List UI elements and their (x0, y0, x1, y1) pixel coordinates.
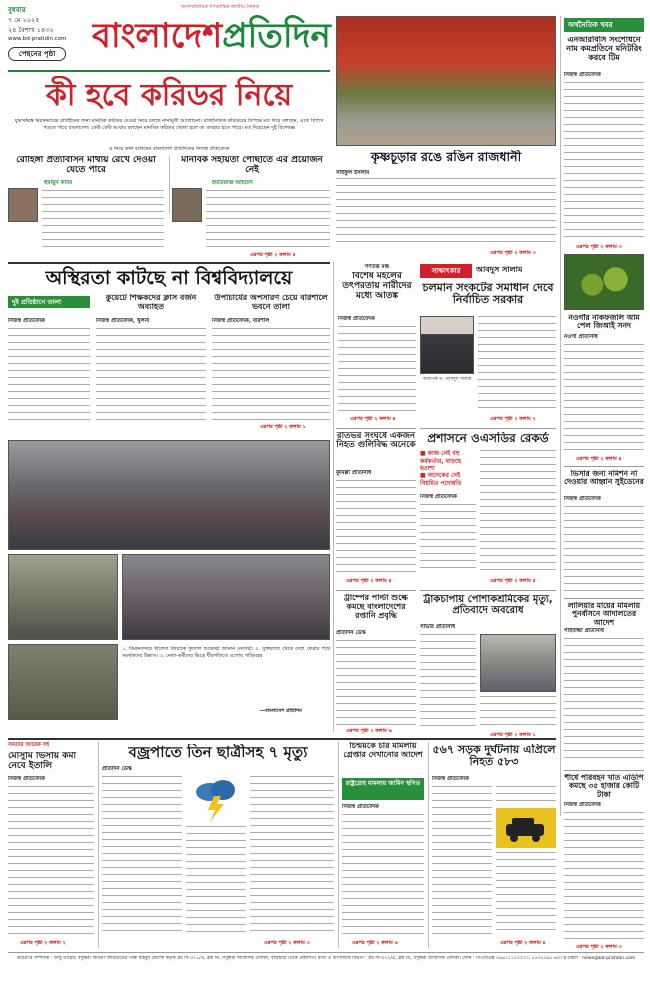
ocd-headline[interactable]: প্রশাসনে ওএসডির রেকর্ড (427, 432, 549, 445)
lead-photo-left (8, 188, 38, 222)
women-cont[interactable]: এরপর পৃষ্ঠা ২ কলাম ৪ (350, 416, 396, 422)
interview-photo (420, 316, 474, 374)
women-kicker: গণতন্ত্র মঞ্চ (364, 264, 390, 270)
sidebar-item5-byline: নিজস্ব প্রতিবেদক (564, 802, 601, 808)
lead-person-left: হুমায়ুন কবির (44, 180, 73, 186)
lightning-text-3 (250, 776, 334, 936)
sidebar-item1-cont[interactable]: এরপর পৃষ্ঠা ২ কলাম ৩ (576, 244, 622, 250)
university-text-3 (212, 328, 330, 424)
garment-text (420, 634, 476, 730)
sidebar-rule-4 (564, 770, 644, 771)
interview-caption: অধ্যাপক ড. আবদুস সালাম (422, 377, 472, 382)
lightning-text-1 (102, 776, 182, 936)
chinmoy-headline[interactable]: চিন্ময়কে চার মামলায় গ্রেপ্তার দেখানোর আদেশ (343, 742, 423, 759)
garment-rule (420, 590, 556, 591)
accident-icon (496, 808, 556, 848)
university-cont[interactable]: এরপর পৃষ্ঠা ২ কলাম ১ (260, 424, 306, 430)
garment-headline[interactable]: ট্রাকচাপায় পোশাকশ্রমিকের মৃত্যু, প্রতিবাদে অবরোধ (423, 594, 553, 616)
university-byline-right: নিজস্ব প্রতিবেদক, বরিশাল (212, 318, 270, 324)
sidebar-section-label: অর্থনৈতিক খবর (568, 21, 613, 29)
women-text (338, 326, 416, 414)
storm-cloud-icon (190, 778, 244, 822)
lead-intro-credit: এ নিয়ে কথা বলেছেন বাংলাদেশ প্রতিদিনের নিজস্ব প্রতিবেদক (108, 146, 230, 152)
bottom-band-rule (8, 738, 556, 740)
lead-sub-right[interactable]: মানবিক সহায়তা পৌঁছাতে এর প্রয়োজন নেই (181, 156, 323, 175)
university-top-rule (8, 262, 330, 264)
lightning-byline: প্রতিদিন ডেস্ক (102, 766, 132, 772)
mid-column-rule (333, 262, 334, 732)
lead-cont[interactable]: এরপর পৃষ্ঠা ২ কলাম ৫ (250, 252, 296, 258)
feature-headline[interactable]: কৃষ্ণচূড়ার রঙে রঙিন রাজধানী (370, 150, 522, 164)
lead-intro: যুদ্ধবিধ্বস্ত মিয়ানমারের রাখাইনের জন্য মানবিক করিডর দেওয়া নিয়ে চলছে নানামুখী আলোচনা। রাজনৈতিক করিডরের বিপক্ষে মত দিয়ে বলছেন, এতে বিপদে পড়তে পারে বাংলাদেশ। কেউ কেউ আবার বলছেন মানবিক করিডর খোলা হলে তা ব্যবহার হতে পারে। মত দিয়েছেন দুই বিশেষজ্ঞ (14, 118, 324, 131)
sidebar-item1-byline: নিজস্ব প্রতিবেদক (564, 72, 601, 78)
chinmoy-sub: রাষ্ট্রদ্রোহ মামলায় জামিন স্থগিত (345, 780, 421, 787)
sidebar-item4-headline[interactable]: লালিয়ার মায়ের মামলায় পুনর্বাসনে আদালতের আদেশ (567, 602, 641, 627)
tariff-text (336, 640, 416, 728)
sidebar-item2-cont[interactable]: এরপর পৃষ্ঠা ২ কলাম ৪ (576, 456, 622, 462)
garment-byline: সাভার প্রতিনিধি (420, 624, 456, 630)
sidebar-item4-byline: গাইবান্ধা প্রতিনিধি (564, 628, 604, 634)
masthead-title-part2: প্রতিদিন (222, 16, 331, 56)
interview-text (478, 316, 556, 414)
masthead-tagline: অসাম্প্রদায়িক গণতান্ত্রিক জাতীয় দৈনিক (181, 4, 259, 10)
university-sub-mid[interactable]: কুয়েটে শিক্ষকদের ক্লাস বর্জন অব্যাহত (105, 294, 197, 311)
university-sub-tag (8, 296, 90, 308)
tariff-rule (336, 590, 416, 591)
masthead-title-part1: বাংলাদেশ (92, 16, 223, 56)
remittance-cont[interactable]: এরপর পৃষ্ঠা ২ কলাম ২ (20, 940, 66, 946)
ocd-bullet-marker-2: ■ (420, 472, 428, 479)
ocd-bullet-1 (420, 450, 476, 473)
sidebar-section-tag (564, 18, 644, 32)
tariff-byline: প্রতিদিন ডেস্ক (336, 630, 366, 636)
university-text-1 (8, 328, 90, 424)
university-sub-right[interactable]: উপাচার্যের অপসারণ চেয়ে বরিশালে ভবনে তালা (214, 294, 328, 311)
lightning-icon (190, 778, 244, 822)
sidebar-item4-text (564, 638, 644, 764)
montage-photo-left (8, 554, 118, 640)
sidebar-item5-cont[interactable]: এরপর পৃষ্ঠা ২ কলাম ৩ (576, 944, 622, 950)
lightning-text-2 (186, 826, 246, 936)
accident-rule (428, 742, 429, 948)
montage-caption: ১. বিমানবন্দরে খালেদা জিয়াকে ফুলেল শুভেচ্ছা জানান নেতারা। ২. যুক্তরাজ্য থেকে দেশে ফেরার পথে সমর্থকদের উল্লাস। ৩. নেতা-কর্মীদের ভিড়ে ধীরগতিতে এগোয় গাড়িবহর (122, 646, 330, 659)
accident-headline[interactable]: ৫৬৭ সড়ক দুর্ঘটনায় এপ্রিলে নিহত ৫৮৩ (432, 744, 556, 769)
university-sub-tag-label: দুই প্রতিষ্ঠানে তালা (12, 298, 62, 306)
montage-credit: —বাংলাদেশ প্রতিদিন (260, 708, 302, 714)
accident-text-3 (496, 852, 556, 936)
masthead-website[interactable]: www.bd-pratidin.com (8, 36, 67, 42)
montage-photo-right (122, 554, 330, 640)
lightning-rule (98, 742, 99, 948)
feature-text (336, 178, 556, 246)
accident-cont[interactable]: এরপর পৃষ্ঠা ২ কলাম ৪ (500, 940, 546, 946)
ocd-text-2 (420, 504, 476, 574)
ocd-cont[interactable]: এরপর পৃষ্ঠা ২ কলাম ৫ (490, 578, 536, 584)
ocd-text-1 (480, 450, 556, 574)
sidebar-item2-text (564, 344, 644, 454)
lead-photo-right (172, 188, 202, 222)
feature-photo (336, 16, 556, 146)
university-headline[interactable]: অস্থিরতা কাটছে না বিশ্ববিদ্যালয়ে (45, 267, 293, 289)
clash-rule (336, 428, 416, 429)
ocd-bullet-2 (420, 472, 476, 487)
lightning-headline[interactable]: বজ্রপাতে তিন ছাত্রীসহ ৭ মৃত্যু (128, 744, 308, 761)
accident-text-2 (496, 786, 556, 806)
ocd-byline: নিজস্ব প্রতিবেদক (420, 494, 457, 500)
university-byline-left: নিজস্ব প্রতিবেদক (8, 318, 45, 324)
lead-person-right: ইমতিয়াজ আহমেদ (212, 180, 253, 186)
interview-tag: সাক্ষাৎকার (420, 264, 472, 278)
masthead-date-bn: ২৪ বৈশাখ ১৪৩২ (8, 26, 54, 34)
back-page-badge: পেছনের পৃষ্ঠা (8, 47, 66, 61)
sidebar-item3-headline[interactable]: ভিসার জন্য নমিশন না দেওয়ার আহ্বান সুইডেনের (564, 470, 644, 487)
ocd-bullet-2-text: অনেকের নেই নিয়মিত পদোন্নতি (420, 472, 462, 487)
clash-cont[interactable]: এরপর পৃষ্ঠা ২ কলাম ৪ (346, 578, 392, 584)
ocd-rule (420, 428, 556, 429)
footer-rule (8, 952, 644, 953)
remittance-kicker: সমতার আরেক সই (8, 742, 50, 748)
women-byline: নিজস্ব প্রতিবেদক (338, 316, 375, 322)
accident-byline: নিজস্ব প্রতিবেদক (432, 776, 469, 782)
lead-headline[interactable]: কী হবে করিডর নিয়ে (45, 78, 293, 113)
clash-text (336, 480, 416, 576)
clash-byline: কুমিল্লা প্রতিনিধি (336, 470, 372, 476)
remittance-headline[interactable]: মৌসুমি ভিসায় কর্মী নেবে ইতালি (8, 752, 77, 771)
interview-cont[interactable]: এরপর পৃষ্ঠা ২ কলাম ২ (490, 416, 536, 422)
lead-text-left (42, 190, 164, 250)
crashed-car-icon (496, 808, 556, 848)
remittance-byline: নিজস্ব প্রতিবেদক (8, 776, 45, 782)
tariff-cont[interactable]: এরপর পৃষ্ঠা ২ কলাম ৬ (346, 728, 392, 734)
lightning-cont[interactable]: এরপর পৃষ্ঠা ২ কলাম ৩ (264, 940, 310, 946)
lead-sub-divider (169, 156, 170, 214)
masthead-divider (8, 70, 330, 72)
sidebar-item2-headline[interactable]: নওগাঁর নাকফজলি আম পেল জিআই সনদ (568, 314, 640, 331)
sidebar-item2-byline: নওগাঁ প্রতিনিধি (564, 334, 598, 340)
lead-sub-left[interactable]: রোহিঙ্গা প্রত্যাবাসন মাথায় রেখে দেওয়া যেতে পারে (16, 156, 156, 175)
chinmoy-byline: নিজস্ব প্রতিবেদক (342, 804, 379, 810)
women-headline[interactable]: বিশেষ মহলের তৎপরতায় নারীদের মধ্যে আতঙ্ক (342, 272, 412, 301)
interview-headline[interactable]: চলমান সংকটের সমাধান দেবে নির্বাচিত সরকার (422, 282, 554, 307)
montage-photo-bottom-left (8, 644, 118, 720)
sidebar-item3-text (564, 506, 644, 592)
ocd-bullet-1-text: কাজ নেই বহু কর্মকর্তার, বাড়ছে হতাশা (420, 450, 462, 472)
chinmoy-sub-box (342, 778, 424, 800)
sidebar-mango-photo (564, 254, 644, 310)
sidebar-rule (560, 16, 561, 816)
remittance-text (8, 786, 94, 936)
tariff-headline[interactable]: ট্রাম্পের পাল্টা শুল্কে কমছে বাংলাদেশের রপ্তানি প্রবৃদ্ধি (344, 594, 408, 620)
garment-cont[interactable]: এরপর পৃষ্ঠা ২ কলাম ১ (490, 732, 536, 738)
chinmoy-cont[interactable]: এরপর পৃষ্ঠা ২ কলাম ৬ (352, 940, 398, 946)
sidebar-item3-byline: নিজস্ব প্রতিবেদক (564, 496, 601, 502)
interview-name: আবদুস সালাম (476, 265, 523, 274)
garment-photo (480, 634, 556, 692)
chinmoy-text (342, 814, 424, 936)
montage-photo-main (8, 440, 330, 550)
masthead-date-en: ৭ মে ২০২৫ (8, 16, 40, 24)
sidebar-item1-text (564, 82, 644, 242)
sidebar-rule-2 (564, 466, 644, 467)
ocd-bullet-marker-1: ■ (420, 450, 428, 457)
lead-text-right (206, 190, 330, 250)
chinmoy-rule (338, 742, 339, 948)
footer-imprint: ভারপ্রাপ্ত সম্পাদক : আবু তাহের। বসুন্ধরা মিডিয়া লিমিটেডের পক্ষে মাহবুব মোর্শেদ কর্তৃক প্লট সি-৩৭১/এ, ব্লক ডি, বসুন্ধরা আবাসিক এলাকা, বারিধারা থেকে প্রকাশিত। বার্তা ও বাণিজ্যিক বিভাগ : প্লট সি-৩৭১/এ, ব্লক ডি, বসুন্ধরা আবাসিক এলাকা। ফোন : পিএবিএক্স ০৯৬১২১২০০০০, ৮৪৩২৩৬১-৬৩। ই-মেইল : news@bd-pratidin.com (16, 956, 636, 961)
sidebar-item5-headline[interactable]: শীর্ষে পরিবহন খাত এডিপি কমছে ৩৫ হাজার কোটি টাকা (564, 774, 644, 799)
university-byline-mid: নিজস্ব প্রতিবেদক, খুলনা (96, 318, 150, 324)
sidebar-item1-headline[interactable]: এনআরবিসি সংশোধনে নাম কমপ্রতিনে মনিটরিং করবে টিম (566, 36, 642, 62)
masthead-title (92, 12, 362, 62)
sidebar-rule-3 (564, 598, 644, 599)
clash-headline[interactable]: রাতভর সংঘর্ষে একজন নিহত গুলিবিদ্ধ অনেকে (336, 432, 416, 451)
sidebar-item5-text (564, 812, 644, 942)
university-text-2 (96, 328, 206, 424)
feature-cont[interactable]: এরপর পৃষ্ঠা ২ কলাম ৩ (490, 250, 536, 256)
masthead-day: বুধবার (8, 6, 26, 14)
garment-text-2 (480, 696, 556, 730)
feature-byline: সাইফুল ইসলাম (336, 170, 370, 176)
interview-tag-bar (420, 264, 556, 278)
accident-text-1 (432, 786, 492, 936)
